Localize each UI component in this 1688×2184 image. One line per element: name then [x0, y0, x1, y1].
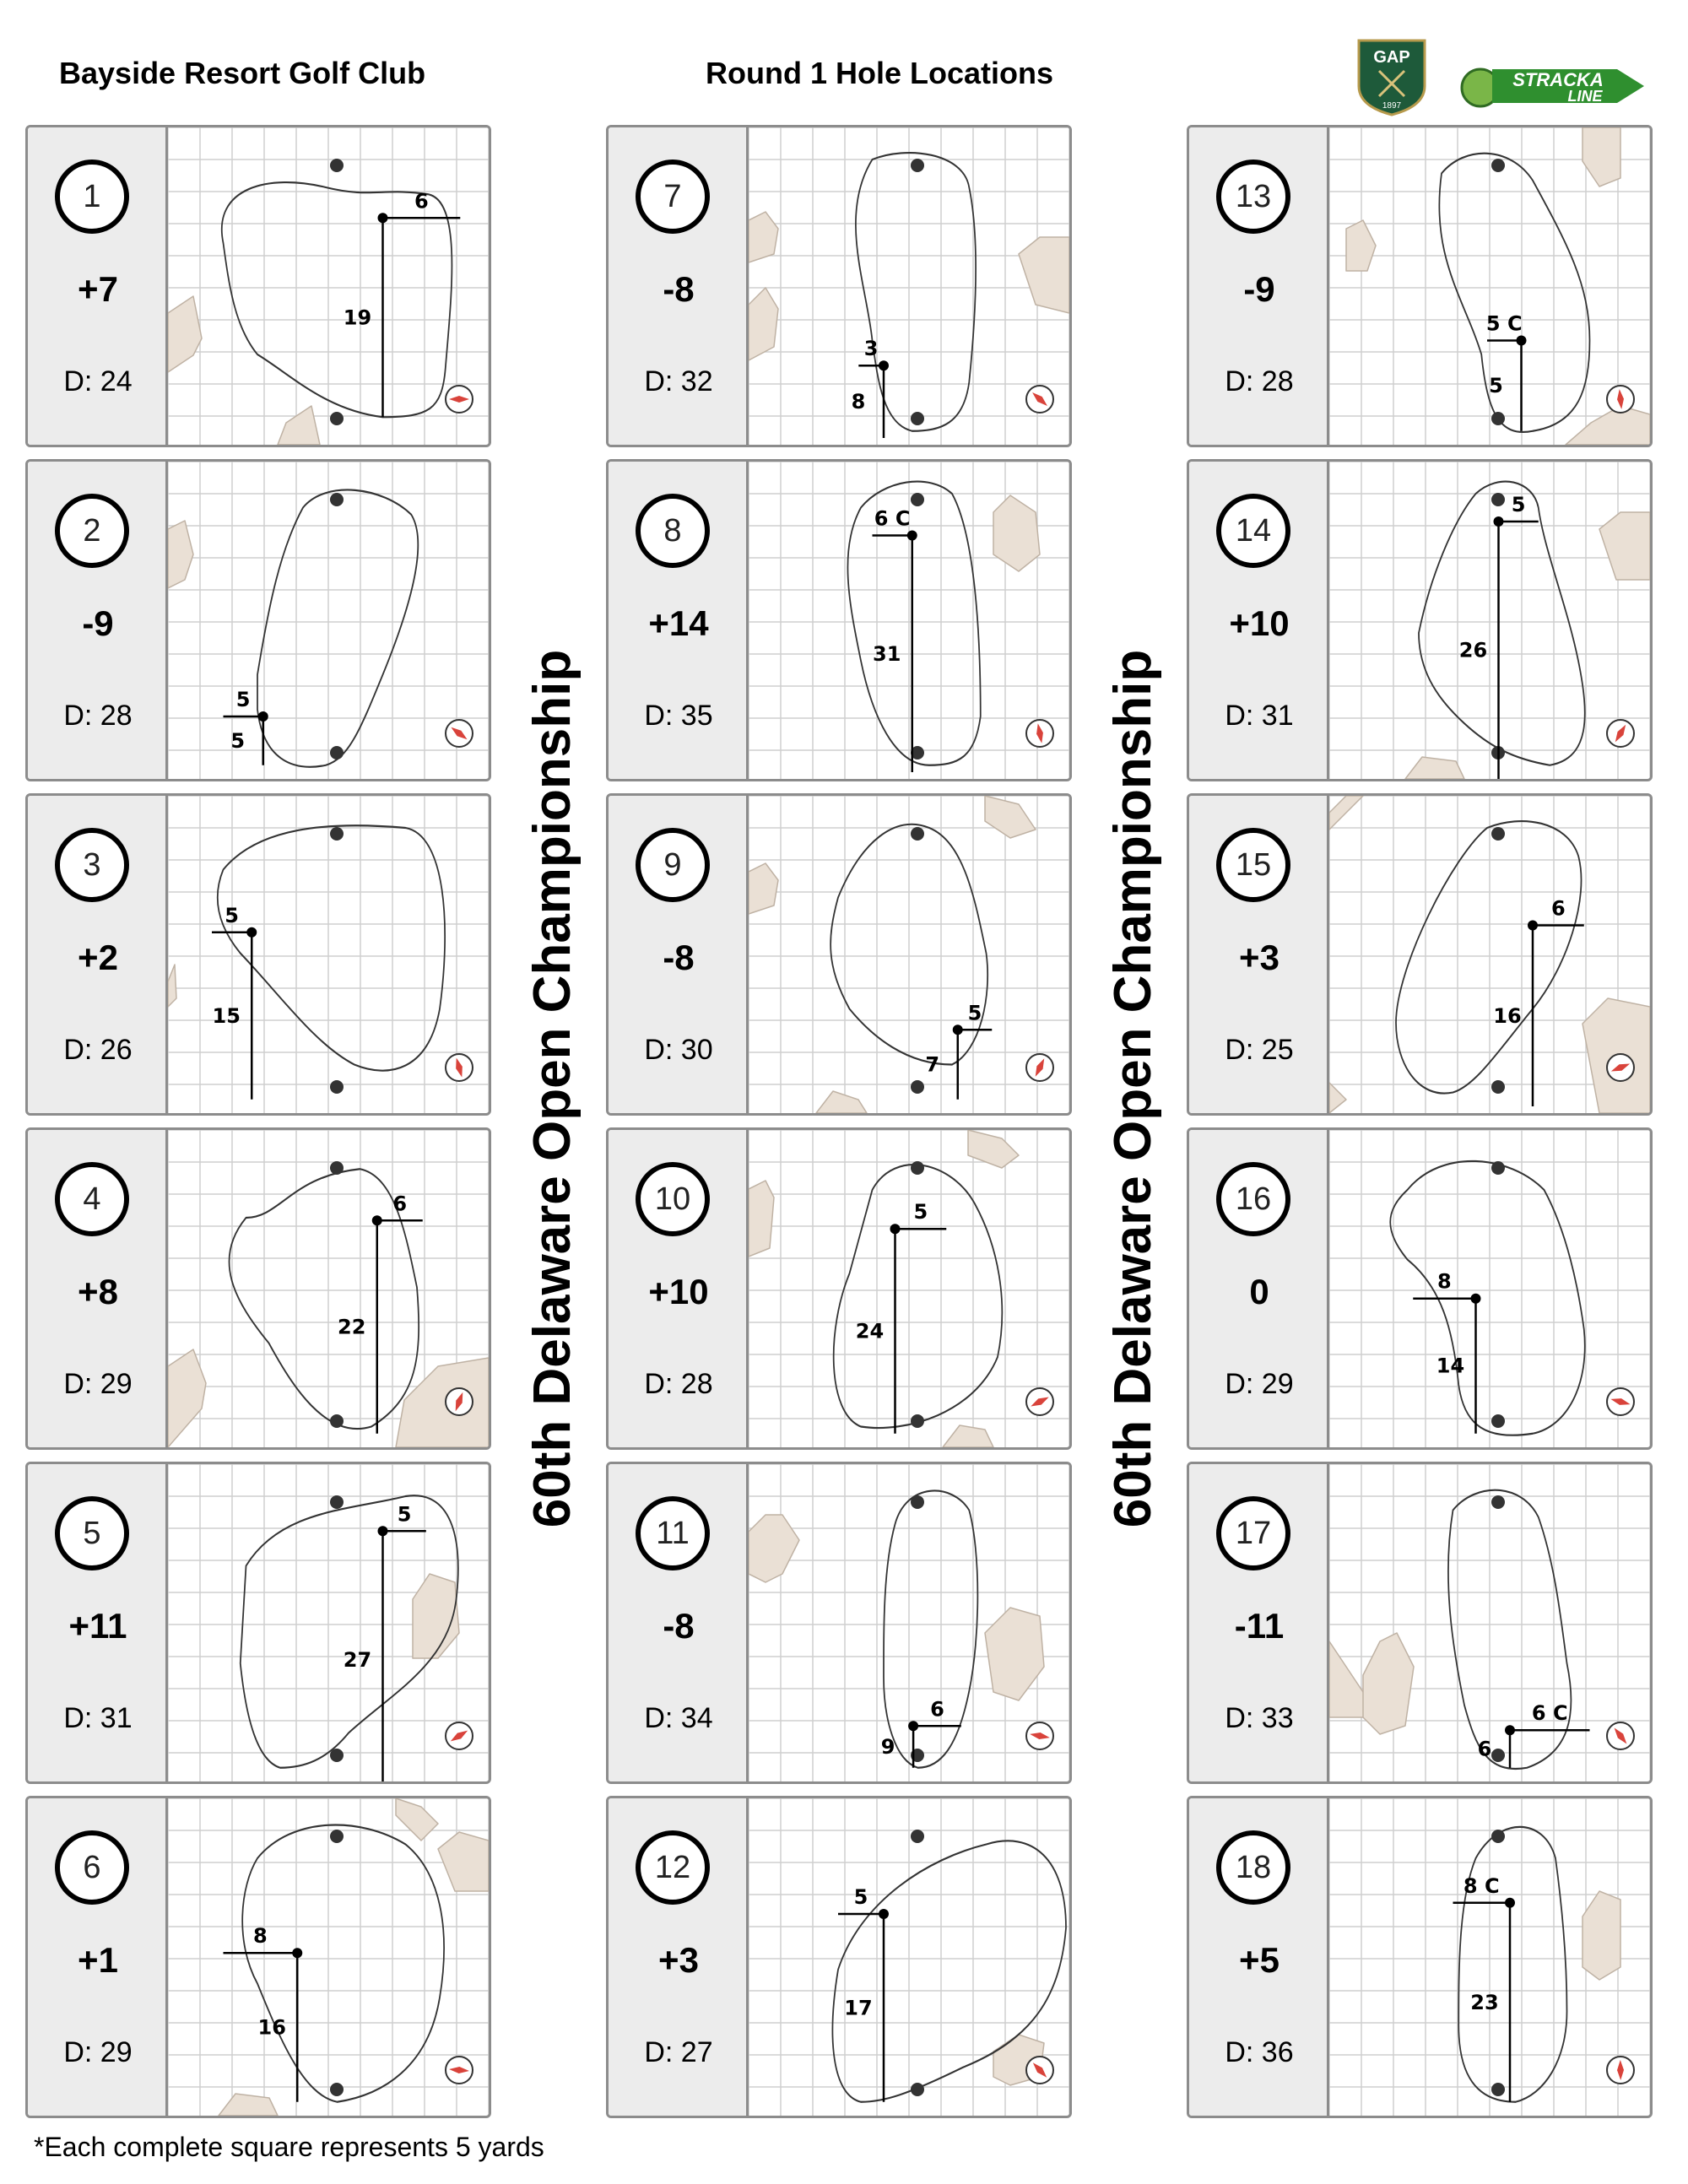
pin-location [258, 711, 268, 722]
hole-number: 14 [1216, 494, 1290, 568]
green-depth: D: 31 [63, 1702, 133, 1734]
hole-card [25, 459, 491, 781]
green-diagram [1329, 127, 1650, 445]
bunker [816, 1091, 867, 1113]
compass-icon [1607, 386, 1634, 413]
green-diagram [168, 1130, 489, 1447]
hole-card [606, 1796, 1072, 2118]
pin-offset-label: 8 C [1463, 1873, 1500, 1898]
bunker [993, 495, 1040, 571]
bunker [1566, 406, 1650, 445]
hole-info-panel [1189, 796, 1329, 1113]
pin-location [890, 1224, 901, 1234]
pin-depth-label: 6 [1477, 1737, 1492, 1761]
pin-location [879, 1909, 889, 1919]
green-depth: D: 36 [1225, 2036, 1294, 2068]
pin-offset: +2 [78, 938, 118, 977]
pin-offset: -8 [663, 1606, 695, 1646]
compass-icon [446, 1388, 473, 1415]
championship-title-left: 60th Delaware Open Championship [523, 649, 582, 1528]
pin-location [1517, 336, 1527, 346]
bunker [1582, 127, 1620, 187]
footnote: *Each complete square represents 5 yards [34, 2132, 544, 2162]
hole-number: 12 [636, 1830, 710, 1905]
bunker [943, 1425, 993, 1447]
pin-offset-label: 8 [253, 1924, 268, 1949]
green-depth: D: 29 [63, 1368, 133, 1400]
marker-dot [1491, 2083, 1505, 2096]
green-diagram [749, 796, 1069, 1113]
compass-icon [446, 1054, 473, 1081]
marker-dot [330, 1161, 344, 1175]
green-depth: D: 34 [644, 1702, 713, 1734]
green-diagram [1329, 1464, 1650, 1781]
marker-dot [330, 159, 344, 172]
hole-card [1187, 793, 1653, 1116]
pin-depth-label: 5 [1489, 374, 1503, 398]
hole-number: 18 [1216, 1830, 1290, 1905]
green-depth: D: 31 [1225, 700, 1294, 732]
compass-icon [1026, 1388, 1053, 1415]
hole-card [1187, 1127, 1653, 1450]
grid-lines [749, 796, 1069, 1113]
pin-depth-label: 23 [1470, 1990, 1499, 2014]
bunker [749, 1181, 774, 1257]
marker-dot [911, 1830, 924, 1843]
pin-location [1528, 921, 1538, 931]
grid-lines [1329, 1130, 1650, 1447]
marker-dot [1491, 1161, 1505, 1175]
pin-offset: +10 [1229, 603, 1290, 643]
pin-location [378, 1526, 388, 1536]
pin-depth-label: 19 [343, 305, 372, 330]
pin-depth-label: 27 [343, 1647, 372, 1672]
hole-number: 2 [55, 494, 129, 568]
hole-card [25, 1462, 491, 1784]
green-outline [229, 1169, 419, 1429]
pin-offset-label: 5 [853, 1885, 868, 1909]
marker-dot [911, 2083, 924, 2096]
marker-dot [911, 827, 924, 841]
green-diagram [749, 1464, 1069, 1781]
pin-offset-label: 5 [225, 903, 239, 927]
grid-lines [1329, 462, 1650, 779]
green-diagram [1329, 1130, 1650, 1447]
green-depth: D: 26 [63, 1034, 133, 1066]
marker-dot [911, 412, 924, 425]
hole-info-panel [1189, 127, 1329, 445]
hole-info-panel [28, 1798, 168, 2116]
pin-depth-label: 15 [212, 1003, 241, 1028]
pin-offset: +8 [78, 1272, 118, 1311]
compass-icon [1607, 2057, 1634, 2084]
pin-depth-label: 31 [873, 641, 901, 666]
hole-card [606, 1462, 1072, 1784]
pin-location [1505, 1725, 1515, 1735]
compass-icon [446, 1722, 473, 1749]
hole-info-panel [28, 1464, 168, 1781]
bunker [278, 406, 320, 445]
marker-dot [911, 493, 924, 506]
green-depth: D: 29 [1225, 1368, 1294, 1400]
marker-dot [1491, 827, 1505, 841]
pin-location [292, 1948, 302, 1958]
marker-dot [330, 1749, 344, 1762]
green-diagram [168, 1464, 489, 1781]
compass-icon [1607, 1388, 1634, 1415]
green-outline [257, 489, 418, 766]
bunker [749, 212, 778, 262]
compass-icon [1026, 1722, 1053, 1749]
hole-number: 10 [636, 1162, 710, 1236]
bunker [219, 2094, 278, 2116]
green-outline [1458, 1827, 1566, 2102]
green-outline [242, 1825, 444, 2102]
compass-icon [1607, 1054, 1634, 1081]
club-name: Bayside Resort Golf Club [59, 56, 426, 90]
marker-dot [911, 159, 924, 172]
pin-location [1494, 516, 1504, 527]
pin-depth-label: 9 [880, 1735, 895, 1759]
compass-icon [1607, 720, 1634, 747]
green-diagram [168, 462, 489, 779]
hole-info-panel [1189, 1464, 1329, 1781]
hole-number: 11 [636, 1496, 710, 1570]
hole-card [25, 793, 491, 1116]
compass-icon [1026, 386, 1053, 413]
pin-offset-label: 6 [392, 1192, 408, 1216]
grid-lines [749, 127, 1069, 445]
grid-lines [168, 1798, 489, 2116]
hole-info-panel [28, 127, 168, 445]
compass-icon [1026, 720, 1053, 747]
green-depth: D: 32 [644, 365, 713, 397]
marker-dot [1491, 412, 1505, 425]
compass-icon [1607, 1722, 1634, 1749]
marker-dot [330, 1080, 344, 1094]
pin-offset-label: 5 [397, 1502, 412, 1527]
marker-dot [911, 1161, 924, 1175]
pin-depth-label: 5 [230, 728, 246, 753]
hole-info-panel [609, 796, 749, 1113]
hole-card [1187, 1796, 1653, 2118]
green-depth: D: 27 [644, 2036, 713, 2068]
pin-offset-label: 6 [930, 1697, 944, 1722]
hole-info-panel [1189, 1130, 1329, 1447]
marker-dot [330, 493, 344, 506]
pin-offset: +3 [1239, 938, 1280, 977]
pin-offset-label: 3 [863, 337, 879, 361]
marker-dot [911, 1495, 924, 1509]
marker-dot [330, 412, 344, 425]
gap-logo-text: GAP [1373, 48, 1410, 67]
pin-offset: 0 [1249, 1272, 1269, 1311]
green-depth: D: 33 [1225, 1702, 1294, 1734]
bunker [749, 1515, 799, 1582]
pin-offset: +3 [658, 1940, 699, 1980]
hole-number: 4 [55, 1162, 129, 1236]
hole-number: 5 [55, 1496, 129, 1570]
marker-dot [330, 1414, 344, 1428]
bunker [168, 965, 176, 1007]
logo-text-bottom: LINE [1567, 88, 1603, 105]
marker-dot [1491, 1495, 1505, 1509]
green-diagram [749, 1130, 1069, 1447]
marker-dot [330, 827, 344, 841]
marker-dot [1491, 1830, 1505, 1843]
hole-info-panel [28, 1130, 168, 1447]
pin-depth-label: 16 [257, 2015, 286, 2040]
pin-depth-label: 17 [844, 1996, 873, 2020]
pin-offset-label: 8 [1437, 1269, 1452, 1294]
pin-offset-label: 5 [967, 1001, 982, 1025]
green-diagram [1329, 796, 1650, 1113]
gap-logo-year: 1897 [1382, 101, 1402, 111]
compass-icon [446, 720, 473, 747]
pin-location [372, 1215, 382, 1225]
pin-depth-label: 26 [1458, 638, 1488, 662]
bunker [1582, 1891, 1620, 1980]
bunker [1019, 237, 1069, 313]
green-depth: D: 35 [644, 700, 713, 732]
hole-number: 16 [1216, 1162, 1290, 1236]
hole-card [25, 125, 491, 447]
pin-depth-label: 22 [338, 1315, 366, 1339]
green-diagram [749, 462, 1069, 779]
pin-location [908, 1721, 918, 1731]
bunker [396, 1798, 438, 1841]
hole-card [606, 1127, 1072, 1450]
pin-location [879, 360, 889, 370]
hole-number: 7 [636, 159, 710, 234]
hole-info-panel [28, 462, 168, 779]
green-diagram [168, 796, 489, 1113]
pin-offset-label: 6 C [874, 506, 911, 531]
pin-depth-label: 16 [1493, 1003, 1522, 1028]
pin-location [378, 213, 388, 223]
green-outline [1439, 154, 1589, 432]
marker-dot [911, 1080, 924, 1094]
pin-offset-label: 5 [235, 688, 251, 711]
hole-info-panel [609, 127, 749, 445]
pin-location [1505, 1898, 1515, 1908]
marker-dot [911, 1414, 924, 1428]
pin-location [907, 531, 917, 541]
hole-card [1187, 125, 1653, 447]
marker-dot [1491, 1414, 1505, 1428]
pin-offset: +10 [648, 1272, 709, 1311]
green-depth: D: 28 [63, 700, 133, 732]
pin-location [246, 927, 257, 938]
bunker [749, 288, 778, 360]
pin-offset: -9 [82, 603, 114, 643]
grid-lines [1329, 1464, 1650, 1781]
green-outline [847, 482, 980, 765]
green-diagram [168, 1798, 489, 2116]
bunker [749, 863, 778, 914]
compass-icon [446, 386, 473, 413]
pin-offset-label: 6 C [1531, 1701, 1568, 1726]
bunker [1329, 1083, 1346, 1113]
green-depth: D: 29 [63, 2036, 133, 2068]
logo-text-top: STRACKA [1512, 69, 1604, 90]
green-depth: D: 28 [1225, 365, 1294, 397]
pin-location [953, 1024, 963, 1035]
bunker [985, 1608, 1044, 1700]
pin-offset: +1 [78, 1940, 118, 1980]
marker-dot [1491, 1080, 1505, 1094]
grid-lines [749, 1130, 1069, 1447]
bunker [168, 521, 193, 588]
pin-offset: +14 [648, 603, 709, 643]
hole-number: 15 [1216, 828, 1290, 902]
pin-offset: -8 [663, 938, 695, 977]
hole-number: 13 [1216, 159, 1290, 234]
marker-dot [330, 2083, 344, 2096]
gap-logo [1355, 37, 1428, 116]
bunker [1329, 796, 1363, 830]
green-depth: D: 25 [1225, 1034, 1294, 1066]
compass-icon [1026, 1054, 1053, 1081]
pin-offset: -11 [1234, 1606, 1285, 1646]
marker-dot [330, 746, 344, 760]
bunker [1363, 1633, 1414, 1734]
hole-number: 17 [1216, 1496, 1290, 1570]
grid-lines [168, 127, 489, 445]
pin-depth-label: 7 [925, 1052, 940, 1077]
hole-number: 3 [55, 828, 129, 902]
marker-dot [1491, 159, 1505, 172]
marker-dot [1491, 1749, 1505, 1762]
hole-number: 9 [636, 828, 710, 902]
marker-dot [1491, 493, 1505, 506]
pin-offset-label: 5 [913, 1200, 928, 1224]
hole-info-panel [609, 462, 749, 779]
bunker [168, 296, 202, 372]
pin-offset: +7 [78, 269, 118, 309]
hole-card [606, 793, 1072, 1116]
green-diagram [749, 1798, 1069, 2116]
green-depth: D: 28 [644, 1368, 713, 1400]
hole-info-panel [1189, 462, 1329, 779]
green-diagram [168, 127, 489, 445]
green-diagram [1329, 1798, 1650, 2116]
green-depth: D: 30 [644, 1034, 713, 1066]
hole-number: 1 [55, 159, 129, 234]
hole-info-panel [1189, 1798, 1329, 2116]
hole-card [25, 1796, 491, 2118]
bunker [438, 1832, 489, 1891]
bunker [1346, 220, 1376, 271]
compass-icon [1026, 2057, 1053, 2084]
hole-info-panel [609, 1130, 749, 1447]
hole-card [1187, 1462, 1653, 1784]
green-depth: D: 24 [63, 365, 133, 397]
pin-offset-label: 6 [414, 189, 429, 214]
bunker [985, 796, 1036, 838]
pin-depth-label: 24 [855, 1319, 885, 1343]
pin-depth-label: 14 [1436, 1354, 1465, 1378]
pin-offset-label: 5 [1511, 493, 1526, 516]
hole-card [1187, 459, 1653, 781]
pin-offset: -9 [1243, 269, 1275, 309]
pin-offset-label: 6 [1551, 896, 1566, 921]
bunker [396, 1358, 489, 1447]
bunker [1405, 757, 1464, 779]
hole-card [25, 1127, 491, 1450]
green-diagram [1329, 462, 1650, 779]
round-title: Round 1 Hole Locations [706, 56, 1054, 90]
green-diagram [749, 127, 1069, 445]
hole-card [606, 125, 1072, 447]
hole-info-panel [609, 1798, 749, 2116]
pin-offset-label: 5 C [1485, 311, 1523, 336]
marker-dot [330, 1495, 344, 1509]
grid-lines [168, 796, 489, 1113]
pin-location [1471, 1294, 1481, 1304]
grid-lines [168, 462, 489, 779]
compass-icon [446, 2057, 473, 2084]
pin-offset: +5 [1239, 1940, 1280, 1980]
hole-info-panel [609, 1464, 749, 1781]
championship-title-right: 60th Delaware Open Championship [1104, 649, 1162, 1528]
hole-card [606, 459, 1072, 781]
pin-offset: +11 [68, 1606, 127, 1646]
stracka-line-logo [1458, 51, 1647, 111]
hole-number: 6 [55, 1830, 129, 1905]
pin-offset: -8 [663, 269, 695, 309]
marker-dot [330, 1830, 344, 1843]
pin-depth-label: 8 [851, 390, 866, 414]
hole-info-panel [28, 796, 168, 1113]
green-outline [856, 153, 976, 431]
hole-number: 8 [636, 494, 710, 568]
bunker [1599, 512, 1650, 580]
